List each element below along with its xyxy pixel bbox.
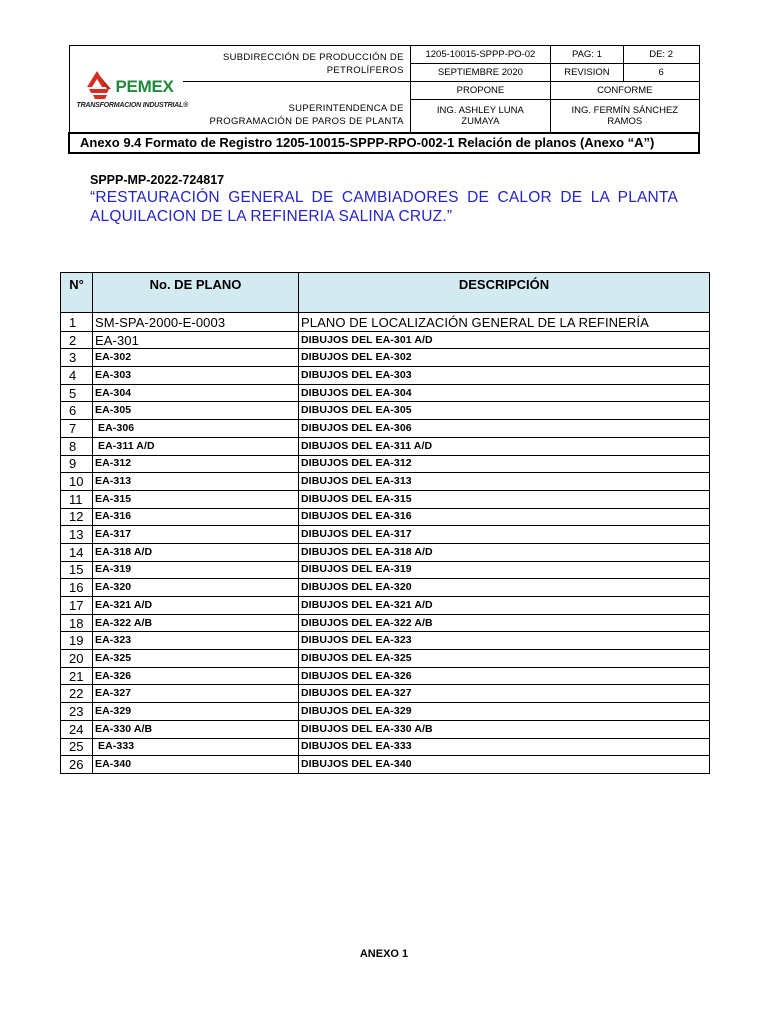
plano-description: DIBUJOS DEL EA-316	[299, 508, 710, 526]
row-number: 18	[61, 614, 93, 632]
row-number: 22	[61, 685, 93, 703]
row-number: 12	[61, 508, 93, 526]
column-header-descripcion: DESCRIPCIÓN	[299, 273, 710, 313]
table-row	[61, 437, 710, 455]
row-number: 14	[61, 543, 93, 561]
plano-number: EA-327	[93, 685, 299, 703]
plano-description: DIBUJOS DEL EA-319	[299, 561, 710, 579]
plano-description: DIBUJOS DEL EA-311 A/D	[299, 437, 710, 455]
plano-number: EA-304	[93, 384, 299, 402]
plano-number: EA-325	[93, 650, 299, 668]
table-row	[61, 384, 710, 402]
plano-description: DIBUJOS DEL EA-329	[299, 703, 710, 721]
row-number: 5	[61, 384, 93, 402]
project-title: “RESTAURACIÓN GENERAL DE CAMBIADORES DE CALOR DE LA PLANTA ALQUILACION DE LA REFINERIA SALINA CRUZ.”	[90, 189, 678, 225]
table-row	[61, 473, 710, 491]
subdireccion-line2: PETROLÍFEROS	[326, 64, 404, 76]
page-total: DE: 2	[623, 46, 699, 64]
table-row	[61, 720, 710, 738]
table-header-row	[61, 273, 710, 313]
row-number: 3	[61, 349, 93, 367]
propone-name: ING. ASHLEY LUNA ZUMAYA	[410, 100, 550, 133]
plano-description: PLANO DE LOCALIZACIÓN GENERAL DE LA REFINERÍA	[299, 313, 710, 332]
row-number: 19	[61, 632, 93, 650]
plano-description: DIBUJOS DEL EA-304	[299, 384, 710, 402]
plano-number: EA-321 A/D	[93, 597, 299, 615]
table-row	[61, 455, 710, 473]
annex-title: Anexo 9.4 Formato de Registro 1205-10015-SPPP-RPO-002-1 Relación de planos (Anexo “A”)	[69, 133, 699, 153]
document-code: 1205-10015-SPPP-PO-02	[410, 46, 550, 64]
row-number: 8	[61, 437, 93, 455]
table-row	[61, 561, 710, 579]
footer-label: ANEXO 1	[359, 948, 409, 960]
plano-number: EA-329	[93, 703, 299, 721]
row-number: 4	[61, 367, 93, 385]
plano-number: EA-322 A/B	[93, 614, 299, 632]
plano-number: EA-317	[93, 526, 299, 544]
row-number: 23	[61, 703, 93, 721]
plans-table	[60, 272, 710, 774]
row-number: 16	[61, 579, 93, 597]
table-row	[61, 543, 710, 561]
plano-description: DIBUJOS DEL EA-325	[299, 650, 710, 668]
table-row	[61, 650, 710, 668]
plano-description: DIBUJOS DEL EA-327	[299, 685, 710, 703]
table-row	[61, 597, 710, 615]
table-row	[61, 490, 710, 508]
plano-description: DIBUJOS DEL EA-313	[299, 473, 710, 491]
project-id: SPPP-MP-2022-724817	[90, 173, 225, 187]
table-row	[61, 756, 710, 774]
table-row	[61, 738, 710, 756]
conforme-label: CONFORME	[551, 82, 699, 100]
table-row	[61, 667, 710, 685]
plano-number: EA-306	[93, 420, 299, 438]
plano-description: DIBUJOS DEL EA-315	[299, 490, 710, 508]
plano-number: EA-301	[93, 331, 299, 349]
superint-line1: SUPERINTENDENCA DE	[288, 102, 404, 114]
plano-description: DIBUJOS DEL EA-322 A/B	[299, 614, 710, 632]
row-number: 1	[61, 313, 93, 332]
plano-description: DIBUJOS DEL EA-317	[299, 526, 710, 544]
plano-description: DIBUJOS DEL EA-330 A/B	[299, 720, 710, 738]
row-number: 13	[61, 526, 93, 544]
plano-number: EA-319	[93, 561, 299, 579]
plano-number: SM-SPA-2000-E-0003	[93, 313, 299, 332]
table-row	[61, 632, 710, 650]
row-number: 17	[61, 597, 93, 615]
plano-description: DIBUJOS DEL EA-326	[299, 667, 710, 685]
plano-description: DIBUJOS DEL EA-321 A/D	[299, 597, 710, 615]
row-number: 2	[61, 331, 93, 349]
issue-date: SEPTIEMBRE 2020	[410, 64, 550, 82]
table-row	[61, 420, 710, 438]
plano-description: DIBUJOS DEL EA-320	[299, 579, 710, 597]
row-number: 10	[61, 473, 93, 491]
plano-number: EA-323	[93, 632, 299, 650]
plano-description: DIBUJOS DEL EA-323	[299, 632, 710, 650]
table-row	[61, 331, 710, 349]
plano-number: EA-318 A/D	[93, 543, 299, 561]
column-header-number: N°	[61, 273, 93, 313]
plano-number: EA-326	[93, 667, 299, 685]
row-number: 11	[61, 490, 93, 508]
plano-number: EA-313	[93, 473, 299, 491]
table-row	[61, 703, 710, 721]
plano-number: EA-302	[93, 349, 299, 367]
plano-description: DIBUJOS DEL EA-302	[299, 349, 710, 367]
row-number: 24	[61, 720, 93, 738]
plano-description: DIBUJOS DEL EA-303	[299, 367, 710, 385]
plano-number: EA-315	[93, 490, 299, 508]
plano-description: DIBUJOS DEL EA-340	[299, 756, 710, 774]
plano-number: EA-305	[93, 402, 299, 420]
plano-description: DIBUJOS DEL EA-305	[299, 402, 710, 420]
column-header-plano: No. DE PLANO	[93, 273, 299, 313]
propone-label: PROPONE	[410, 82, 550, 100]
plano-description: DIBUJOS DEL EA-301 A/D	[299, 331, 710, 349]
table-row	[61, 402, 710, 420]
row-number: 21	[61, 667, 93, 685]
plano-number: EA-320	[93, 579, 299, 597]
document-header	[68, 45, 700, 154]
revision-value: 6	[623, 64, 699, 82]
plano-number: EA-340	[93, 756, 299, 774]
table-row	[61, 685, 710, 703]
row-number: 15	[61, 561, 93, 579]
subdireccion-title	[183, 46, 410, 82]
row-number: 20	[61, 650, 93, 668]
pemex-eagle-logo-icon	[85, 69, 115, 103]
plano-description: DIBUJOS DEL EA-306	[299, 420, 710, 438]
plano-number: EA-312	[93, 455, 299, 473]
plano-number: EA-303	[93, 367, 299, 385]
plano-number: EA-333	[93, 738, 299, 756]
plano-number: EA-316	[93, 508, 299, 526]
row-number: 9	[61, 455, 93, 473]
table-row	[61, 526, 710, 544]
row-number: 25	[61, 738, 93, 756]
conforme-name: ING. FERMÍN SÁNCHEZ RAMOS	[551, 100, 699, 133]
row-number: 7	[61, 420, 93, 438]
table-row	[61, 349, 710, 367]
plano-number: EA-330 A/B	[93, 720, 299, 738]
plano-description: DIBUJOS DEL EA-318 A/D	[299, 543, 710, 561]
logo-subtitle: TRANSFORMACION INDUSTRIAL®	[76, 101, 189, 109]
plano-description: DIBUJOS DEL EA-312	[299, 455, 710, 473]
row-number: 26	[61, 756, 93, 774]
revision-label: REVISION	[551, 64, 624, 82]
plano-description: DIBUJOS DEL EA-333	[299, 738, 710, 756]
table-row	[61, 579, 710, 597]
page-number: PAG: 1	[551, 46, 624, 64]
table-row	[61, 508, 710, 526]
logo-cell	[69, 46, 189, 133]
pemex-wordmark: PEMEX	[115, 76, 174, 96]
superint-line2: PROGRAMACIÓN DE PAROS DE PLANTA	[209, 115, 404, 127]
table-row	[61, 367, 710, 385]
table-row	[61, 614, 710, 632]
subdireccion-line1: SUBDIRECCIÓN DE PRODUCCIÓN DE	[222, 51, 404, 63]
table-row	[61, 313, 710, 332]
superintendencia-title	[183, 82, 410, 133]
plano-number: EA-311 A/D	[93, 437, 299, 455]
row-number: 6	[61, 402, 93, 420]
